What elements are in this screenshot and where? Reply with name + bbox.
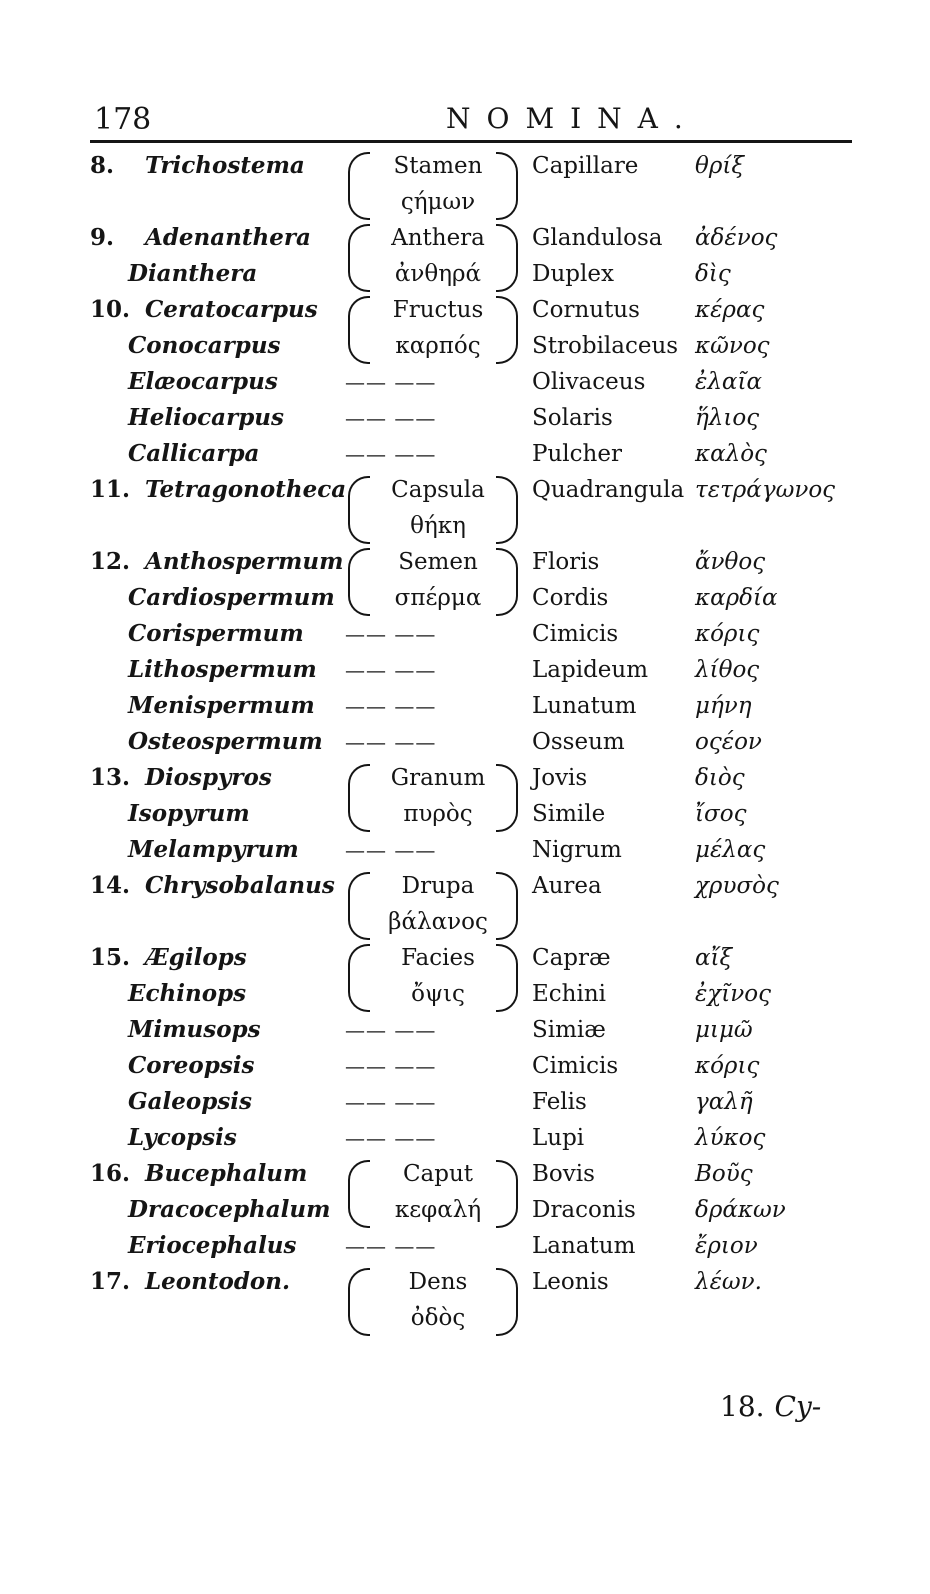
table-row	[0, 1264, 930, 1300]
organ-name: Facies	[401, 945, 475, 971]
page-title: NOMINA.	[446, 102, 699, 135]
ditto-dashes: —— ——	[345, 730, 437, 754]
table-row	[0, 760, 930, 796]
table-row	[0, 724, 930, 760]
greek-root: μήνη	[695, 693, 752, 719]
greek-root: αἴξ	[695, 945, 733, 971]
genus-name: Heliocarpus	[128, 404, 284, 431]
entry-number: 13.	[90, 764, 131, 791]
catchword-number: 18.	[720, 1390, 765, 1423]
genus-name: Diospyros	[145, 764, 272, 791]
table-row	[0, 868, 930, 904]
entry-number: 11.	[90, 476, 131, 503]
genus-name: Menispermum	[128, 692, 315, 719]
catchword-text: Cy-	[774, 1390, 822, 1423]
organ-name: Caput	[402, 1161, 474, 1187]
table-row	[0, 1012, 930, 1048]
latin-meaning: Olivaceus	[532, 369, 646, 395]
table-row	[0, 652, 930, 688]
catchword	[720, 1390, 821, 1423]
organ-name: ςήμων	[400, 189, 476, 215]
table-row	[0, 1192, 930, 1228]
entry-number: 9.	[90, 224, 115, 251]
genus-name: Anthospermum	[145, 548, 344, 575]
organ-name: Semen	[398, 549, 478, 575]
ditto-dashes: —— ——	[345, 622, 437, 646]
greek-root: ἔριον	[695, 1233, 758, 1259]
greek-root: τετράγωνος	[695, 477, 836, 503]
organ-name: ὄψις	[411, 981, 465, 1007]
organ-name: πυρὸς	[403, 801, 473, 827]
entry-number: 12.	[90, 548, 131, 575]
greek-root: Βοῦς	[695, 1161, 753, 1187]
table-row	[0, 256, 930, 292]
organ-name: βάλανος	[388, 909, 488, 935]
genus-name: Ceratocarpus	[145, 296, 318, 323]
organ-name: Capsula	[391, 477, 485, 503]
greek-root: κῶνος	[695, 333, 770, 359]
genus-name: Dracocephalum	[128, 1196, 331, 1223]
table-row	[0, 544, 930, 580]
latin-meaning: Osseum	[532, 729, 625, 755]
latin-meaning: Echini	[532, 981, 607, 1007]
genus-name: Ægilops	[145, 944, 247, 971]
latin-meaning: Strobilaceus	[532, 333, 679, 359]
genus-name: Dianthera	[128, 260, 258, 287]
greek-root: λύκος	[695, 1125, 766, 1151]
table-row	[0, 1120, 930, 1156]
ditto-dashes: —— ——	[345, 838, 437, 862]
entry-number: 15.	[90, 944, 131, 971]
genus-name: Melampyrum	[128, 836, 299, 863]
ditto-dashes: —— ——	[345, 442, 437, 466]
table-row	[0, 1156, 930, 1192]
organ-name: Anthera	[391, 225, 485, 251]
latin-meaning: Lunatum	[532, 693, 637, 719]
genus-name: Cardiospermum	[128, 584, 335, 611]
latin-meaning: Bovis	[532, 1161, 595, 1187]
latin-meaning: Cimicis	[532, 621, 619, 647]
genus-name: Lithospermum	[128, 656, 317, 683]
ditto-dashes: —— ——	[345, 694, 437, 718]
latin-meaning: Floris	[532, 549, 600, 575]
latin-meaning: Capræ	[532, 945, 611, 971]
greek-root: θρίξ	[695, 153, 745, 179]
genus-name: Isopyrum	[128, 800, 250, 827]
greek-root: χρυσὸς	[695, 873, 779, 899]
genus-name: Callicarpa	[128, 440, 260, 467]
table-row	[0, 364, 930, 400]
table-row	[0, 832, 930, 868]
organ-name: σπέρμα	[394, 585, 482, 611]
genus-name: Galeopsis	[128, 1088, 252, 1115]
latin-meaning: Quadrangula	[532, 477, 685, 503]
table-row	[0, 472, 930, 508]
genus-name: Mimusops	[128, 1016, 261, 1043]
greek-root: λέων.	[695, 1269, 762, 1295]
ditto-dashes: —— ——	[345, 1126, 437, 1150]
table-row	[0, 508, 930, 544]
greek-root: ἐλαῖα	[695, 369, 763, 395]
table-row	[0, 1228, 930, 1264]
latin-meaning: Simile	[532, 801, 606, 827]
organ-name: Dens	[408, 1269, 468, 1295]
table-row	[0, 292, 930, 328]
table-row	[0, 1048, 930, 1084]
latin-meaning: Pulcher	[532, 441, 622, 467]
latin-meaning: Glandulosa	[532, 225, 663, 251]
table-row	[0, 796, 930, 832]
table-row	[0, 1084, 930, 1120]
latin-meaning: Lupi	[532, 1125, 585, 1151]
latin-meaning: Lapideum	[532, 657, 649, 683]
greek-root: κέρας	[695, 297, 765, 323]
organ-name: Fructus	[392, 297, 484, 323]
greek-root: οςέον	[695, 729, 762, 755]
genus-name: Osteospermum	[128, 728, 323, 755]
greek-root: γαλῆ	[695, 1089, 753, 1115]
table-row	[0, 184, 930, 220]
latin-meaning: Solaris	[532, 405, 613, 431]
greek-root: κόρις	[695, 621, 760, 647]
table-row	[0, 1300, 930, 1336]
table-row	[0, 580, 930, 616]
genus-name: Bucephalum	[145, 1160, 308, 1187]
table-row	[0, 328, 930, 364]
greek-root: ἴσος	[695, 801, 747, 827]
organ-name: Drupa	[401, 873, 475, 899]
greek-root: καρδία	[695, 585, 778, 611]
ditto-dashes: —— ——	[345, 658, 437, 682]
ditto-dashes: —— ——	[345, 370, 437, 394]
genus-name: Tetragonotheca	[145, 476, 347, 503]
genus-name: Leontodon.	[145, 1268, 290, 1295]
ditto-dashes: —— ——	[345, 406, 437, 430]
ditto-dashes: —— ——	[345, 1054, 437, 1078]
table-row	[0, 616, 930, 652]
latin-meaning: Nigrum	[532, 837, 622, 863]
table-row	[0, 436, 930, 472]
entry-number: 16.	[90, 1160, 131, 1187]
header-rule	[90, 140, 852, 143]
genus-name: Corispermum	[128, 620, 304, 647]
table-row	[0, 688, 930, 724]
greek-root: λίθος	[695, 657, 760, 683]
entry-number: 8.	[90, 152, 115, 179]
greek-root: κόρις	[695, 1053, 760, 1079]
ditto-dashes: —— ——	[345, 1090, 437, 1114]
organ-name: Granum	[390, 765, 486, 791]
nomenclature-table	[0, 148, 930, 1336]
organ-name: ὀδὸς	[410, 1305, 466, 1331]
genus-name: Chrysobalanus	[145, 872, 335, 899]
ditto-dashes: —— ——	[345, 1018, 437, 1042]
organ-name: κεφαλή	[394, 1197, 482, 1223]
ditto-dashes: —— ——	[345, 1234, 437, 1258]
organ-name: ἀνθηρά	[394, 261, 482, 287]
genus-name: Lycopsis	[128, 1124, 237, 1151]
greek-root: ἀδένος	[695, 225, 778, 251]
entry-number: 10.	[90, 296, 131, 323]
table-row	[0, 976, 930, 1012]
greek-root: δὶς	[695, 261, 731, 287]
entry-number: 14.	[90, 872, 131, 899]
latin-meaning: Felis	[532, 1089, 587, 1115]
latin-meaning: Jovis	[532, 765, 588, 791]
organ-name: Stamen	[393, 153, 483, 179]
table-row	[0, 148, 930, 184]
latin-meaning: Capillare	[532, 153, 639, 179]
latin-meaning: Draconis	[532, 1197, 636, 1223]
latin-meaning: Simiæ	[532, 1017, 606, 1043]
greek-root: μιμῶ	[695, 1017, 753, 1043]
table-row	[0, 220, 930, 256]
latin-meaning: Aurea	[532, 873, 602, 899]
latin-meaning: Cordis	[532, 585, 609, 611]
organ-name: καρπός	[395, 333, 481, 359]
greek-root: καλὸς	[695, 441, 767, 467]
entry-number: 17.	[90, 1268, 131, 1295]
page-header	[90, 98, 850, 144]
latin-meaning: Lanatum	[532, 1233, 636, 1259]
latin-meaning: Leonis	[532, 1269, 609, 1295]
genus-name: Eriocephalus	[128, 1232, 297, 1259]
latin-meaning: Duplex	[532, 261, 614, 287]
table-row	[0, 940, 930, 976]
greek-root: ἐχῖνος	[695, 981, 772, 1007]
genus-name: Conocarpus	[128, 332, 281, 359]
genus-name: Coreopsis	[128, 1052, 255, 1079]
greek-root: ἄνθος	[695, 549, 766, 575]
greek-root: διὸς	[695, 765, 745, 791]
greek-root: δράκων	[695, 1197, 786, 1223]
table-row	[0, 904, 930, 940]
table-row	[0, 400, 930, 436]
genus-name: Elæocarpus	[128, 368, 278, 395]
greek-root: μέλας	[695, 837, 766, 863]
latin-meaning: Cornutus	[532, 297, 640, 323]
genus-name: Trichostema	[145, 152, 305, 179]
organ-name: θήκη	[410, 513, 466, 539]
genus-name: Echinops	[128, 980, 247, 1007]
greek-root: ἥλιος	[695, 405, 760, 431]
page-number: 178	[94, 102, 152, 137]
latin-meaning: Cimicis	[532, 1053, 619, 1079]
genus-name: Adenanthera	[145, 224, 311, 251]
